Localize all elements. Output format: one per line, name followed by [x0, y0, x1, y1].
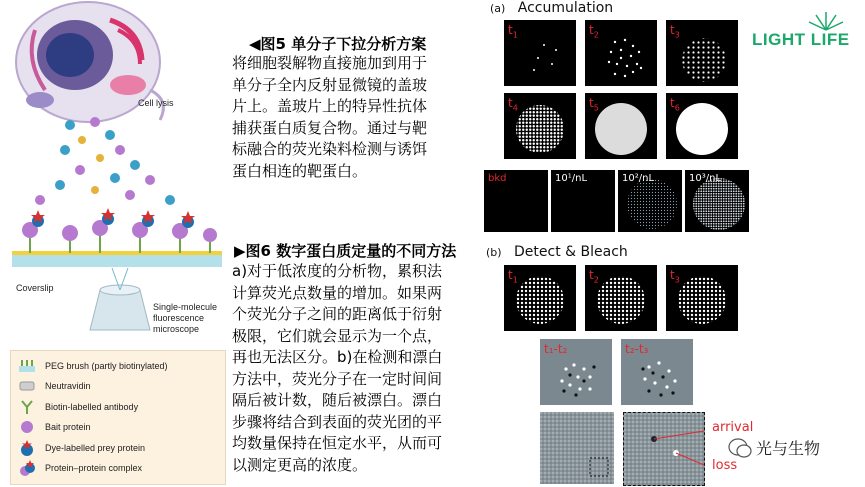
- cell-lysis-label: Cell lysis: [138, 98, 174, 108]
- microscope-label: Single-molecule fluorescence microscope: [153, 302, 218, 334]
- noise-texture: [540, 412, 614, 484]
- fig6-line: 方法中，荧光分子在一定时间间: [232, 369, 443, 388]
- accumulation-tile: [666, 20, 738, 86]
- zoomed-field-image: [623, 412, 705, 486]
- prey-protein-icon: [19, 440, 35, 456]
- fig6-body: [232, 261, 482, 476]
- fig5-line: 单分子全内反射显微镜的盖玻: [232, 75, 428, 94]
- concentration-tile: [618, 170, 682, 232]
- tile-label: $t_2$: [589, 23, 599, 40]
- legend-label: PEG brush (partly biotinylated): [45, 361, 168, 371]
- concentration-tile: [551, 170, 615, 232]
- legend-label: Protein–protein complex: [45, 463, 143, 473]
- loss-label: loss: [712, 458, 738, 473]
- crowded-dots: [504, 93, 576, 159]
- fig6-line: 以测定更高的浓度。: [232, 455, 368, 474]
- legend-item: [19, 360, 168, 372]
- legend-label: Biotin-labelled antibody: [45, 402, 139, 412]
- concentration-tile: [685, 170, 749, 232]
- tile-label: $t_5$: [589, 96, 599, 113]
- noise-texture: [624, 413, 704, 485]
- legend-item: [19, 420, 91, 434]
- full-disc: [666, 93, 738, 159]
- tile-label: $t_6$: [670, 96, 680, 113]
- detect-bleach-tile: [666, 265, 738, 331]
- concentration-tile: [484, 170, 548, 232]
- neutravidin-icon: [19, 380, 35, 392]
- antibody-icon: [19, 400, 35, 414]
- tile-label: $t_3$: [670, 268, 680, 285]
- surface-complexes: [22, 208, 217, 253]
- diff-label: t₁-t₂: [544, 342, 568, 356]
- fig6-line: a)对于低浓度的分析物，累积法: [232, 262, 443, 280]
- fig5-line: 标融合的荧光染料检测与诱饵: [232, 140, 428, 158]
- difference-tile: [540, 339, 612, 405]
- medium-dots: [585, 20, 657, 86]
- tile-label: $t_3$: [670, 23, 680, 40]
- coverslip-label: Coverslip: [16, 283, 54, 293]
- logo-text: LIGHT LIFE: [752, 30, 850, 49]
- panel-b-title: Detect & Bleach: [514, 244, 628, 260]
- difference-tile: [621, 339, 693, 405]
- fig5-title: ◀图5 单分子下拉分析方案: [249, 35, 427, 53]
- conc-label: bkd: [488, 173, 507, 184]
- dense-dots: [666, 20, 738, 86]
- cell-lysis-diagram: [0, 0, 228, 345]
- legend-label: Bait protein: [45, 422, 91, 432]
- lysate-proteins: [35, 117, 175, 205]
- light-life-logo: [752, 10, 857, 50]
- legend-item: [19, 460, 142, 476]
- tile-label: $t_1$: [508, 23, 518, 40]
- fig6-line: 再也无法区分。b)在检测和漂白: [232, 348, 443, 366]
- fig6-line: 步骤将结合到表面的荧光团的平: [232, 412, 443, 431]
- accumulation-tile: [585, 93, 657, 159]
- detect-bleach-tile: [585, 265, 657, 331]
- accumulation-tile: [504, 93, 576, 159]
- diff-label: t₂-t₃: [625, 342, 649, 356]
- arrival-label: arrival: [712, 420, 754, 435]
- noisy-field-image: [540, 412, 614, 484]
- panel-b-header: [486, 244, 628, 260]
- detect-bleach-tile: [504, 265, 576, 331]
- complex-icon: [19, 460, 35, 476]
- accumulation-tile: [504, 20, 576, 86]
- conc-label: 10³/nL: [689, 173, 722, 184]
- fig6-line: 均数量保持在恒定水平，从而可: [232, 434, 443, 452]
- saturated-disc: [585, 93, 657, 159]
- watermark: [728, 436, 820, 459]
- accumulation-tile: [666, 93, 738, 159]
- legend-label: Dye-labelled prey protein: [45, 443, 146, 453]
- legend-item: [19, 380, 91, 392]
- fig6-line: 隔后被计数，随后被漂白。漂白: [232, 391, 443, 409]
- tile-label: $t_1$: [508, 268, 518, 285]
- bait-protein-icon: [19, 420, 35, 434]
- fig6-line: 计算荧光点数量的增加。如果两: [232, 283, 443, 302]
- fig6-title: ▶图6 数字蛋白质定量的不同方法: [234, 242, 457, 260]
- conc-label: 10²/nL: [622, 173, 655, 184]
- fig5-line: 蛋白相连的靶蛋白。: [232, 161, 368, 180]
- panel-a-title: Accumulation: [517, 0, 614, 16]
- watermark-text: 光与生物: [756, 439, 821, 458]
- fig5-line: 将细胞裂解物直接施加到用于: [232, 54, 428, 72]
- fig5-line: 捕获蛋白质复合物。通过与靶: [232, 118, 428, 137]
- accumulation-tile: [585, 20, 657, 86]
- single-molecule-pulldown-illustration: [0, 0, 228, 487]
- fig6-line: 个荧光分子之间的距离低于衍射: [232, 305, 443, 323]
- fig5-body: [232, 53, 482, 182]
- fig6-line: 极限，它们就会显示为一个点，: [232, 326, 443, 345]
- sunburst-icon: [806, 10, 846, 32]
- legend-item: [19, 440, 145, 456]
- tile-label: $t_4$: [508, 96, 518, 113]
- panel-a-tag: (a): [490, 2, 506, 15]
- legend: [10, 350, 226, 485]
- wechat-icon: [728, 437, 752, 459]
- sparse-dots: [504, 20, 576, 86]
- panel-a-header: [490, 0, 613, 16]
- legend-label: Neutravidin: [45, 381, 91, 391]
- tile-label: $t_2$: [589, 268, 599, 285]
- legend-item: [19, 400, 138, 414]
- panel-b-tag: (b): [486, 246, 502, 259]
- fig5-line: 片上。盖玻片上的特异性抗体: [232, 97, 428, 115]
- conc-label: 10¹/nL: [555, 173, 588, 184]
- peg-brush-icon: [19, 360, 35, 372]
